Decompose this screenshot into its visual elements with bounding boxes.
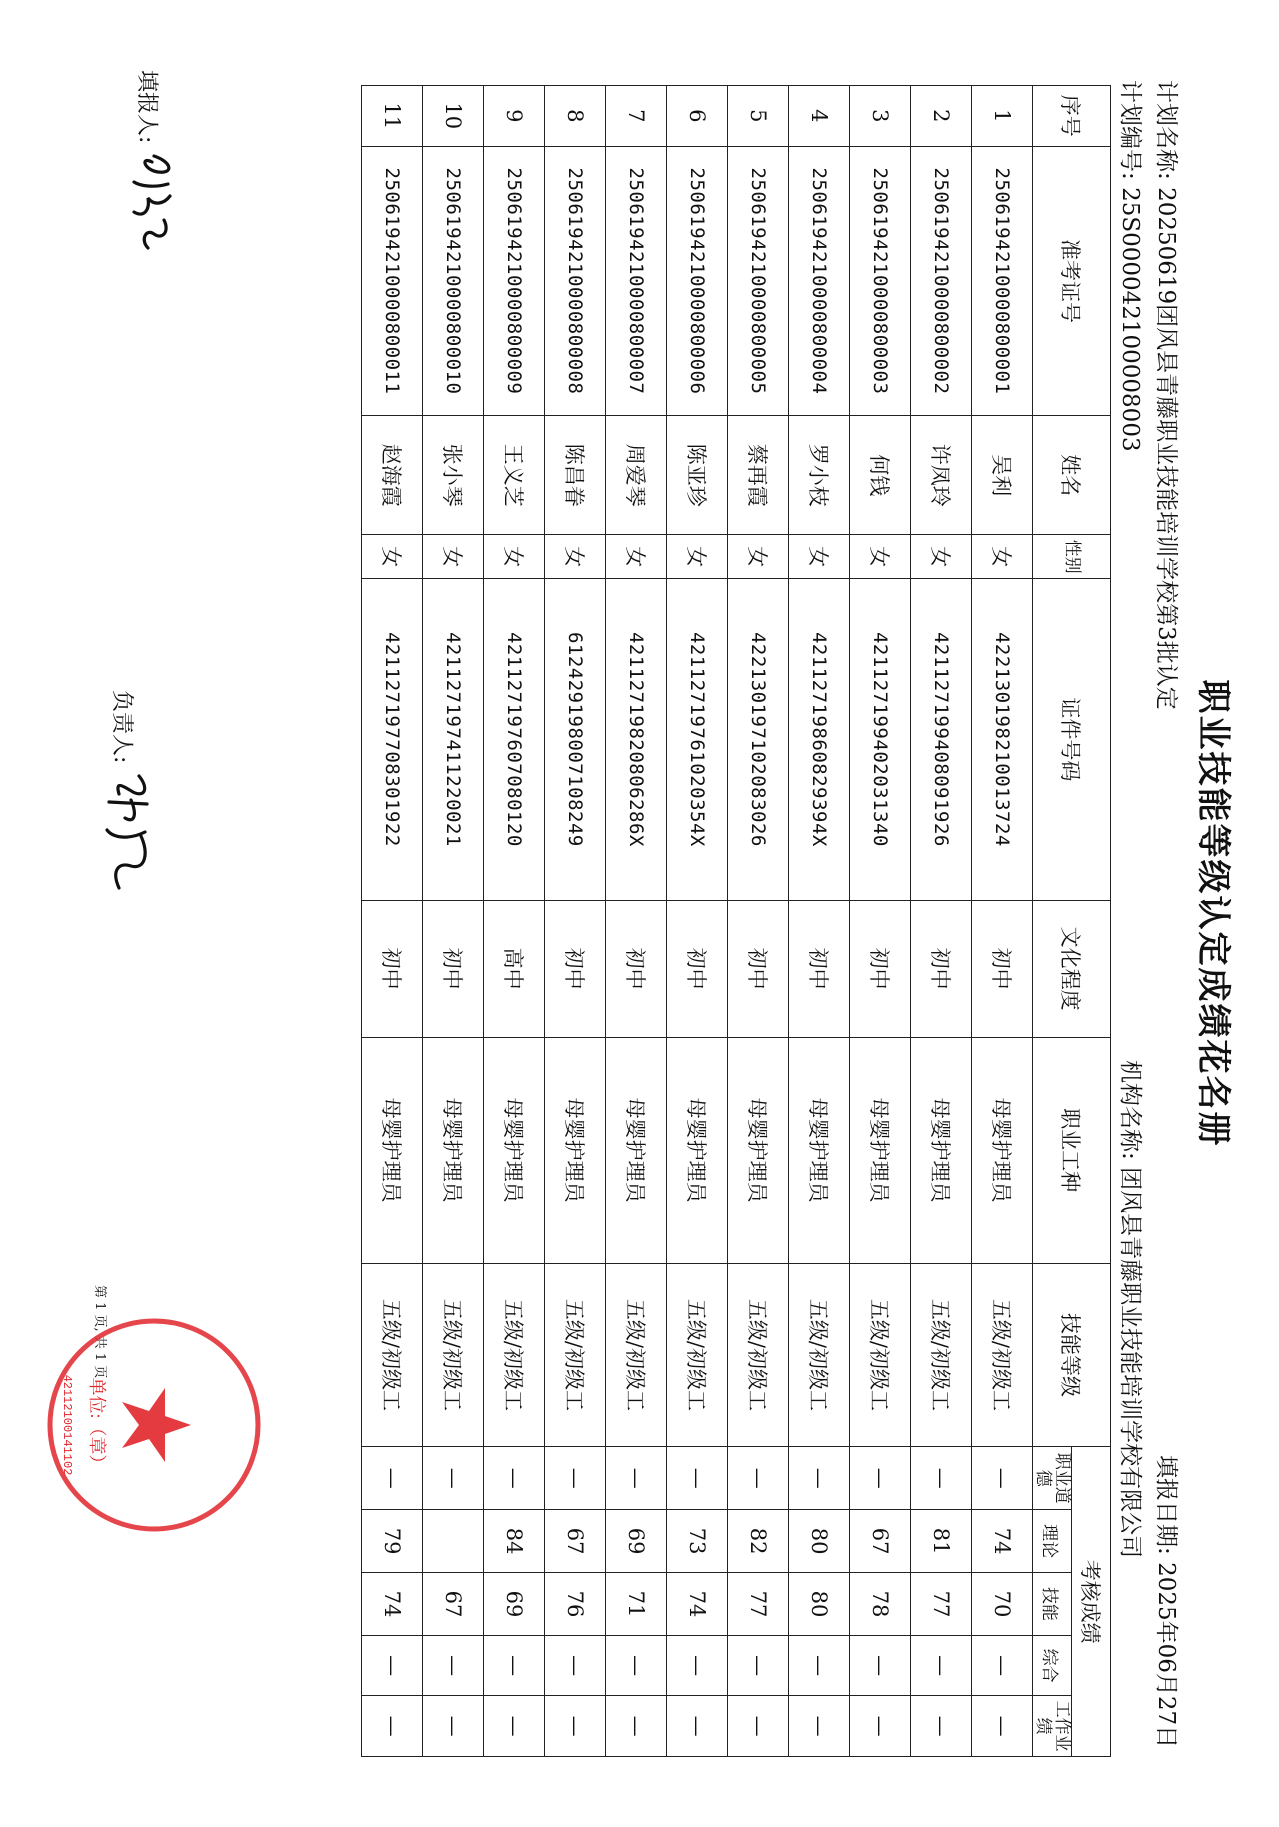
cell-name: 吴利 — [972, 416, 1033, 535]
table-row — [484, 86, 545, 1757]
cell-skill-level: 五级/初级工 — [850, 1263, 911, 1447]
col-header-overall: 综合 — [1033, 1635, 1072, 1696]
col-header-ethics: 职业道德 — [1033, 1447, 1072, 1510]
table-row — [972, 86, 1033, 1757]
org-name-line — [1116, 1060, 1149, 1558]
cell-ethics: — — [789, 1447, 850, 1510]
cell-skill: 78 — [850, 1573, 911, 1636]
cell-skill-level: 五级/初级工 — [484, 1263, 545, 1447]
cell-theory: 79 — [362, 1510, 423, 1573]
score-roster-table — [361, 85, 1111, 1757]
plan-number-line — [1116, 80, 1149, 452]
cell-overall: — — [423, 1635, 484, 1696]
cell-name: 周爱琴 — [606, 416, 667, 535]
cell-ethics: — — [606, 1447, 667, 1510]
cell-work-perf: — — [667, 1696, 728, 1757]
cell-occupation: 母婴护理员 — [545, 1037, 606, 1263]
cell-gender: 女 — [423, 535, 484, 579]
cell-overall: — — [667, 1635, 728, 1696]
cell-overall: — — [850, 1635, 911, 1696]
cell-id-no: 422130198210013724 — [972, 579, 1033, 900]
cell-gender: 女 — [789, 535, 850, 579]
document-title: 职业技能等级认定成绩花名册 — [1193, 679, 1233, 1148]
cell-theory: 81 — [911, 1510, 972, 1573]
cell-occupation: 母婴护理员 — [789, 1037, 850, 1263]
cell-work-perf: — — [911, 1696, 972, 1757]
plan-number-value: 25S000042100008003 — [1117, 187, 1143, 452]
seal-unit-text: 单位:（章） — [87, 1377, 107, 1473]
cell-work-perf: — — [850, 1696, 911, 1757]
cell-skill: 71 — [606, 1573, 667, 1636]
cell-seq: 9 — [484, 86, 545, 147]
cell-overall: — — [972, 1635, 1033, 1696]
cell-work-perf: — — [362, 1696, 423, 1757]
cell-ethics: — — [545, 1447, 606, 1510]
cell-ethics: — — [423, 1447, 484, 1510]
col-header-skill: 技能 — [1033, 1573, 1072, 1636]
cell-name: 赵海霞 — [362, 416, 423, 535]
cell-skill-level: 五级/初级工 — [972, 1263, 1033, 1447]
table-row — [850, 86, 911, 1757]
cell-skill: 80 — [789, 1573, 850, 1636]
cell-education: 初中 — [362, 900, 423, 1037]
cell-ethics: — — [484, 1447, 545, 1510]
cell-skill-level: 五级/初级工 — [667, 1263, 728, 1447]
cell-id-no: 612429198007108249 — [545, 579, 606, 900]
cell-seq: 6 — [667, 86, 728, 147]
cell-exam-no: 2506194210000800005 — [728, 146, 789, 416]
org-name-label: 机构名称: — [1117, 1060, 1143, 1160]
plan-name-label: 计划名称: — [1153, 80, 1179, 180]
cell-skill-level: 五级/初级工 — [728, 1263, 789, 1447]
cell-theory: 80 — [789, 1510, 850, 1573]
col-header-skill-level: 技能等级 — [1033, 1263, 1111, 1447]
cell-seq: 5 — [728, 86, 789, 147]
cell-name: 王义芝 — [484, 416, 545, 535]
cell-work-perf: — — [423, 1696, 484, 1757]
cell-exam-no: 2506194210000800007 — [606, 146, 667, 416]
table-row — [545, 86, 606, 1757]
cell-seq: 11 — [362, 86, 423, 147]
cell-skill: 69 — [484, 1573, 545, 1636]
cell-theory: 67 — [545, 1510, 606, 1573]
cell-id-no: 421127199408091926 — [911, 579, 972, 900]
cell-exam-no: 2506194210000800011 — [362, 146, 423, 416]
cell-occupation: 母婴护理员 — [911, 1037, 972, 1263]
cell-seq: 8 — [545, 86, 606, 147]
cell-ethics: — — [972, 1447, 1033, 1510]
cell-skill-level: 五级/初级工 — [789, 1263, 850, 1447]
cell-gender: 女 — [972, 535, 1033, 579]
cell-theory: 74 — [972, 1510, 1033, 1573]
cell-id-no: 421127199402031340 — [850, 579, 911, 900]
cell-id-no: 421127197607080120 — [484, 579, 545, 900]
cell-ethics: — — [850, 1447, 911, 1510]
table-row — [423, 86, 484, 1757]
cell-education: 初中 — [667, 900, 728, 1037]
cell-occupation: 母婴护理员 — [484, 1037, 545, 1263]
table-row — [362, 86, 423, 1757]
cell-work-perf: — — [728, 1696, 789, 1757]
cell-overall: — — [545, 1635, 606, 1696]
cell-work-perf: — — [545, 1696, 606, 1757]
cell-seq: 3 — [850, 86, 911, 147]
cell-gender: 女 — [911, 535, 972, 579]
cell-occupation: 母婴护理员 — [972, 1037, 1033, 1263]
cell-exam-no: 2506194210000800003 — [850, 146, 911, 416]
cell-seq: 10 — [423, 86, 484, 147]
org-name-value: 团风县青藤职业技能培训学校有限公司 — [1117, 1167, 1143, 1559]
filler-label: 填报人: — [134, 70, 159, 144]
cell-skill: 70 — [972, 1573, 1033, 1636]
fill-date-line — [1152, 1455, 1185, 1748]
fill-date-label: 填报日期: — [1153, 1455, 1179, 1555]
cell-exam-no: 2506194210000800010 — [423, 146, 484, 416]
cell-id-no: 42112719860829394X — [789, 579, 850, 900]
cell-theory: 82 — [728, 1510, 789, 1573]
cell-work-perf: — — [789, 1696, 850, 1757]
cell-ethics: — — [728, 1447, 789, 1510]
cell-education: 初中 — [606, 900, 667, 1037]
col-header-id-no: 证件号码 — [1033, 579, 1111, 900]
cell-exam-no: 2506194210000800002 — [911, 146, 972, 416]
cell-id-no: 42112719820806286X — [606, 579, 667, 900]
seal-code-text: 42112100141102 — [60, 1374, 74, 1476]
table-row — [667, 86, 728, 1757]
cell-education: 初中 — [911, 900, 972, 1037]
page-number: 第 1 页, 共 1 页 — [92, 1285, 107, 1379]
cell-occupation: 母婴护理员 — [850, 1037, 911, 1263]
cell-id-no: 422130197102083026 — [728, 579, 789, 900]
cell-skill-level: 五级/初级工 — [545, 1263, 606, 1447]
roster-body — [362, 86, 1033, 1757]
cell-id-no: 421127197411220021 — [423, 579, 484, 900]
cell-exam-no: 2506194210000800009 — [484, 146, 545, 416]
cell-skill-level: 五级/初级工 — [606, 1263, 667, 1447]
plan-number-label: 计划编号: — [1117, 80, 1143, 180]
cell-theory: 73 — [667, 1510, 728, 1573]
cell-exam-no: 2506194210000800001 — [972, 146, 1033, 416]
cell-overall: — — [911, 1635, 972, 1696]
cell-occupation: 母婴护理员 — [667, 1037, 728, 1263]
cell-skill: 77 — [728, 1573, 789, 1636]
cell-occupation: 母婴护理员 — [423, 1037, 484, 1263]
col-header-seq: 序号 — [1033, 86, 1111, 147]
cell-skill: 74 — [362, 1573, 423, 1636]
cell-ethics: — — [911, 1447, 972, 1510]
official-seal — [35, 1310, 269, 1540]
cell-gender: 女 — [606, 535, 667, 579]
cell-name: 罗小枝 — [789, 416, 850, 535]
cell-name: 蔡再霞 — [728, 416, 789, 535]
cell-skill: 76 — [545, 1573, 606, 1636]
cell-gender: 女 — [667, 535, 728, 579]
cell-name: 陈昌眷 — [545, 416, 606, 535]
col-header-exam-no: 准考证号 — [1033, 146, 1111, 416]
cell-theory — [423, 1510, 484, 1573]
cell-seq: 2 — [911, 86, 972, 147]
cell-education: 初中 — [423, 900, 484, 1037]
cell-overall: — — [362, 1635, 423, 1696]
cell-occupation: 母婴护理员 — [728, 1037, 789, 1263]
col-header-name: 姓名 — [1033, 416, 1111, 535]
cell-id-no: 421127197708301922 — [362, 579, 423, 900]
col-header-occupation: 职业工种 — [1033, 1037, 1111, 1263]
cell-overall: — — [728, 1635, 789, 1696]
cell-ethics: — — [362, 1447, 423, 1510]
cell-occupation: 母婴护理员 — [362, 1037, 423, 1263]
cell-skill: 74 — [667, 1573, 728, 1636]
cell-overall: — — [606, 1635, 667, 1696]
cell-gender: 女 — [728, 535, 789, 579]
cell-exam-no: 2506194210000800004 — [789, 146, 850, 416]
table-row — [606, 86, 667, 1757]
fill-date-value: 2025年06月27日 — [1153, 1562, 1179, 1749]
cell-theory: 84 — [484, 1510, 545, 1573]
cell-ethics: — — [667, 1447, 728, 1510]
cell-overall: — — [484, 1635, 545, 1696]
responsible-signature — [95, 770, 159, 900]
table-row — [789, 86, 850, 1757]
col-header-work-perf: 工作业绩 — [1033, 1696, 1072, 1757]
col-header-education: 文化程度 — [1033, 900, 1111, 1037]
cell-work-perf: — — [972, 1696, 1033, 1757]
cell-theory: 67 — [850, 1510, 911, 1573]
cell-seq: 7 — [606, 86, 667, 147]
cell-name: 张小琴 — [423, 416, 484, 535]
cell-exam-no: 2506194210000800008 — [545, 146, 606, 416]
cell-id-no: 42112719761020354X — [667, 579, 728, 900]
cell-education: 初中 — [545, 900, 606, 1037]
cell-education: 高中 — [484, 900, 545, 1037]
cell-work-perf: — — [606, 1696, 667, 1757]
cell-skill: 77 — [911, 1573, 972, 1636]
plan-name-line — [1152, 80, 1185, 710]
cell-occupation: 母婴护理员 — [606, 1037, 667, 1263]
table-row — [911, 86, 972, 1757]
cell-gender: 女 — [545, 535, 606, 579]
cell-theory: 69 — [606, 1510, 667, 1573]
cell-skill-level: 五级/初级工 — [911, 1263, 972, 1447]
cell-skill: 67 — [423, 1573, 484, 1636]
col-header-theory: 理论 — [1033, 1510, 1072, 1573]
plan-name-value: 20250619团风县青藤职业技能培训学校第3批认定 — [1153, 187, 1179, 710]
cell-education: 初中 — [972, 900, 1033, 1037]
cell-education: 初中 — [850, 900, 911, 1037]
responsible-label: 负责人: — [109, 690, 134, 764]
cell-skill-level: 五级/初级工 — [362, 1263, 423, 1447]
filler-signature — [120, 148, 184, 258]
cell-gender: 女 — [850, 535, 911, 579]
table-row — [728, 86, 789, 1757]
cell-skill-level: 五级/初级工 — [423, 1263, 484, 1447]
cell-name: 许凤玲 — [911, 416, 972, 535]
header-row-top — [1072, 86, 1111, 1757]
cell-exam-no: 2506194210000800006 — [667, 146, 728, 416]
cell-work-perf: — — [484, 1696, 545, 1757]
cell-gender: 女 — [484, 535, 545, 579]
cell-education: 初中 — [728, 900, 789, 1037]
cell-overall: — — [789, 1635, 850, 1696]
cell-seq: 1 — [972, 86, 1033, 147]
cell-gender: 女 — [362, 535, 423, 579]
cell-seq: 4 — [789, 86, 850, 147]
col-header-scores-group: 考核成绩 — [1072, 1447, 1111, 1757]
cell-name: 何钱 — [850, 416, 911, 535]
cell-name: 陈亚珍 — [667, 416, 728, 535]
cell-education: 初中 — [789, 900, 850, 1037]
col-header-gender: 性别 — [1033, 535, 1111, 579]
